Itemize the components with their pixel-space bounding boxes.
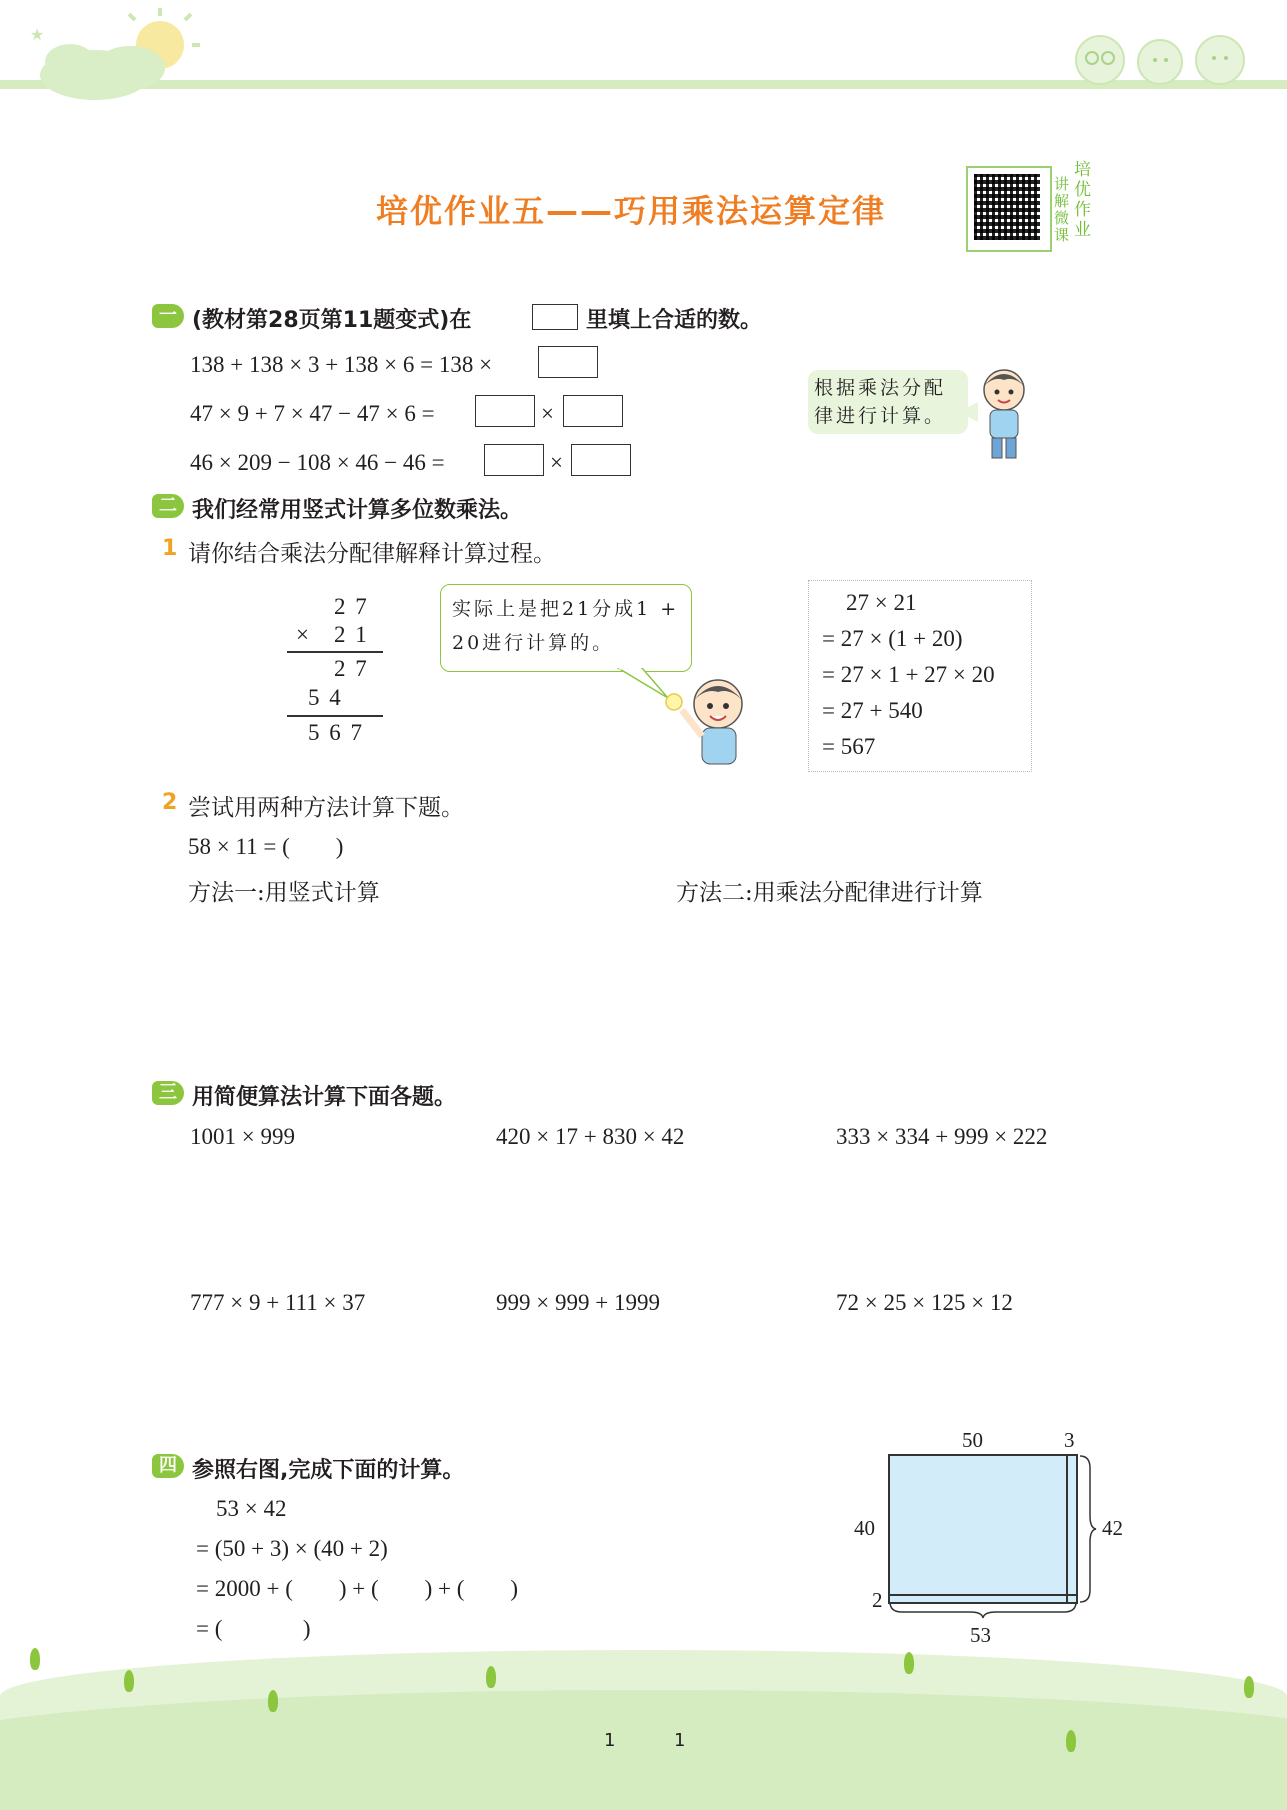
diagram-label-bottom-left: 2	[872, 1588, 883, 1612]
sample-blank-box	[532, 304, 578, 330]
simplify-problem-1: 1001 × 999	[190, 1124, 295, 1149]
area-diagram-vline	[1066, 1454, 1068, 1604]
bottom-brace-icon	[888, 1600, 1078, 1620]
svg-text:★: ★	[30, 25, 45, 44]
animal-friends-decoration	[1060, 20, 1260, 90]
section3-heading: 用简便算法计算下面各题。	[192, 1085, 457, 1110]
vertical-row-5: 5 6 7	[308, 720, 364, 745]
footer-hill-front	[0, 1690, 1287, 1810]
calc-line-2: = (50 + 3) × (40 + 2)	[196, 1536, 388, 1561]
tree-icon	[124, 1670, 134, 1692]
boy-character-illustration-1	[950, 362, 1040, 468]
page-number-right: 1	[674, 1730, 686, 1751]
equation-2-times: ×	[541, 401, 554, 426]
section1-heading-part1: (教材第28页第11题变式)在	[192, 308, 472, 333]
diagram-label-left: 40	[854, 1516, 875, 1540]
tree-icon	[904, 1652, 914, 1674]
qr-label-practice: 培优作业	[1074, 160, 1091, 240]
equation-3: 46 × 209 − 108 × 46 − 46 =	[190, 450, 445, 475]
equation-3-answer-box-a[interactable]	[484, 444, 544, 476]
equation-2-answer-box-a[interactable]	[475, 395, 535, 427]
question-2-1-number: 1	[162, 536, 178, 561]
section3-badge: 三	[152, 1081, 184, 1105]
calc-line-4: = ( )	[196, 1616, 311, 1641]
section2-badge: 二	[152, 494, 184, 518]
diagram-label-top-right: 3	[1064, 1428, 1075, 1452]
step-2: = 27 × (1 + 20)	[822, 626, 963, 651]
step-3: = 27 × 1 + 27 × 20	[822, 662, 995, 687]
tip-text: 根据乘法分配律进行计算。	[814, 377, 947, 427]
method-1-label: 方法一:用竖式计算	[188, 880, 380, 906]
area-diagram-hline	[888, 1594, 1076, 1596]
tree-icon	[1066, 1730, 1076, 1752]
tree-icon	[30, 1648, 40, 1670]
vertical-row-4: 5 4	[308, 685, 343, 710]
page-number-left: 1	[604, 1730, 616, 1751]
simplify-problem-2: 420 × 17 + 830 × 42	[496, 1124, 685, 1149]
tree-icon	[1244, 1676, 1254, 1698]
qr-code-icon[interactable]	[974, 174, 1040, 240]
question-2-2-equation: 58 × 11 = ( )	[188, 834, 344, 859]
boy-character-illustration-2	[656, 672, 756, 772]
vertical-row-3: 2 7	[334, 656, 369, 681]
simplify-problem-4: 777 × 9 + 111 × 37	[190, 1290, 366, 1315]
equation-1-answer-box[interactable]	[538, 346, 598, 378]
calc-line-1: 53 × 42	[216, 1496, 287, 1521]
area-diagram-rect	[888, 1454, 1078, 1604]
equation-3-answer-box-b[interactable]	[571, 444, 631, 476]
equation-3-times: ×	[550, 450, 563, 475]
vertical-line-1	[287, 651, 383, 653]
diagram-label-right: 42	[1102, 1516, 1123, 1540]
method-2-label: 方法二:用乘法分配律进行计算	[676, 880, 983, 906]
section4-badge: 四	[152, 1454, 184, 1478]
section2-heading: 我们经常用竖式计算多位数乘法。	[192, 498, 523, 523]
section4-heading: 参照右图,完成下面的计算。	[192, 1458, 465, 1483]
step-5: = 567	[822, 734, 876, 759]
tree-icon	[268, 1690, 278, 1712]
tree-icon	[486, 1666, 496, 1688]
equation-2: 47 × 9 + 7 × 47 − 47 × 6 =	[190, 401, 435, 426]
vertical-row-1: 2 7	[334, 594, 369, 619]
diagram-label-top-left: 50	[962, 1428, 983, 1452]
vertical-row-2: 2 1	[334, 622, 369, 647]
step-4: = 27 + 540	[822, 698, 923, 723]
simplify-problem-3: 333 × 334 + 999 × 222	[836, 1124, 1048, 1149]
question-2-1-text: 请你结合乘法分配律解释计算过程。	[188, 541, 556, 567]
right-brace-icon	[1078, 1454, 1098, 1604]
section1-heading-part2: 里填上合适的数。	[586, 308, 763, 333]
simplify-problem-6: 72 × 25 × 125 × 12	[836, 1290, 1013, 1315]
qr-label-lecture: 讲解微课	[1054, 175, 1070, 244]
section1-badge: 一	[152, 304, 184, 328]
question-2-2-number: 2	[162, 790, 178, 815]
page-title: 培优作业五——巧用乘法运算定律	[376, 192, 887, 230]
vertical-line-2	[287, 715, 383, 717]
explanation-text: 实际上是把21分成1 + 20进行计算的。	[452, 598, 680, 654]
equation-1: 138 + 138 × 3 + 138 × 6 = 138 ×	[190, 352, 493, 377]
cloud-sun-decoration	[0, 0, 220, 110]
simplify-problem-5: 999 × 999 + 1999	[496, 1290, 660, 1315]
calc-line-3: = 2000 + ( ) + ( ) + ( )	[196, 1576, 519, 1601]
vertical-times-sign: ×	[296, 622, 309, 647]
equation-2-answer-box-b[interactable]	[563, 395, 623, 427]
diagram-label-bottom: 53	[970, 1623, 991, 1647]
question-2-2-text: 尝试用两种方法计算下题。	[188, 795, 464, 821]
step-1: 27 × 21	[846, 590, 917, 615]
